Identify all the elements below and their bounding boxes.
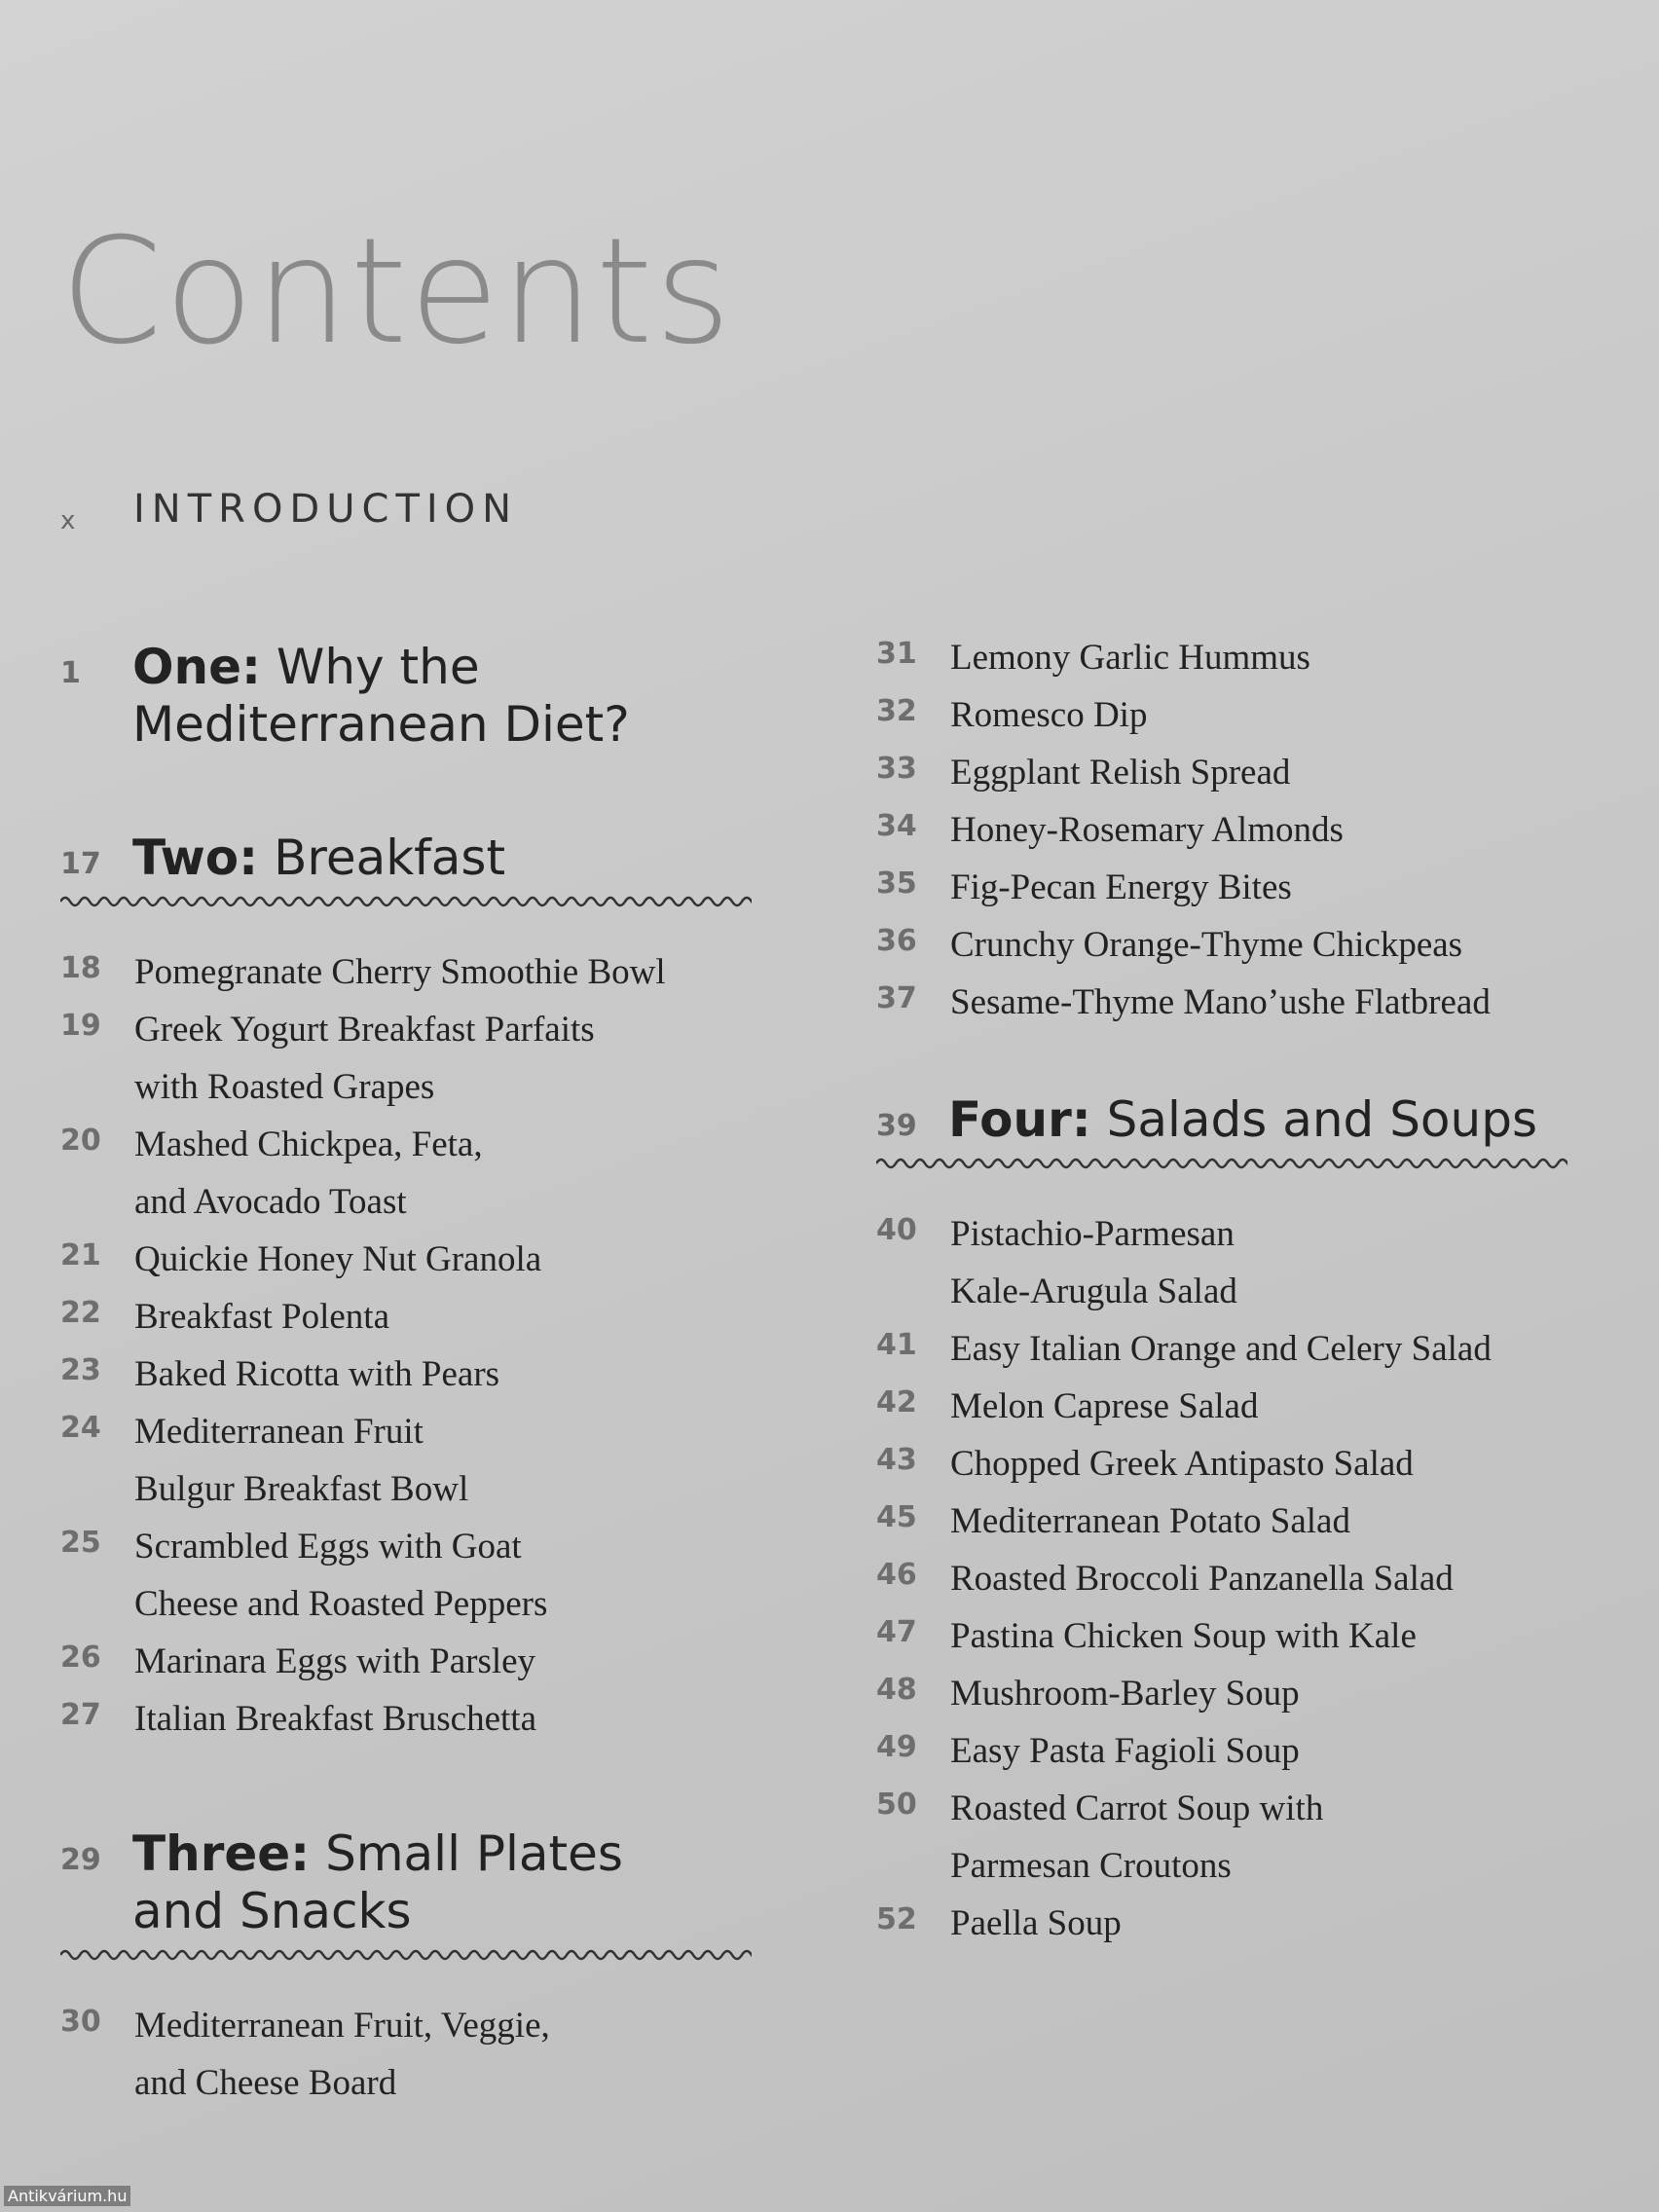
- entry-title: [134, 1403, 468, 1518]
- list-item[interactable]: [876, 801, 1616, 859]
- entry-page-number: 50: [876, 1788, 917, 1822]
- entry-title-line1: Italian Breakfast Bruschetta: [134, 1699, 536, 1739]
- entry-page-number: 45: [876, 1500, 917, 1534]
- entry-page-number: 30: [60, 2005, 101, 2039]
- list-item[interactable]: [876, 686, 1616, 744]
- entry-title-line1: Mediterranean Fruit: [134, 1412, 424, 1452]
- entry-title: [134, 1288, 389, 1346]
- entry-page-number: 35: [876, 866, 917, 901]
- chapter-title: [132, 639, 630, 754]
- entry-title-line1: Paella Soup: [950, 1903, 1122, 1943]
- chapter-two-entries: [60, 943, 781, 1748]
- entry-title-line2: Kale-Arugula Salad: [950, 1272, 1237, 1311]
- entry-title: [950, 1607, 1417, 1665]
- entry-title: [134, 1997, 550, 2112]
- entry-title: [134, 1001, 595, 1116]
- entry-title: [950, 1205, 1237, 1320]
- chapter-title-line2: and Snacks: [132, 1883, 412, 1939]
- entry-title-line1: Easy Italian Orange and Celery Salad: [950, 1329, 1492, 1369]
- chapter-title: [132, 1825, 623, 1940]
- entry-title-line1: Pomegranate Cherry Smoothie Bowl: [134, 952, 666, 992]
- entry-title: [950, 1895, 1122, 1952]
- entry-title-line1: Melon Caprese Salad: [950, 1386, 1259, 1426]
- wavy-divider: [60, 891, 752, 912]
- entry-title-line1: Quickie Honey Nut Granola: [134, 1239, 542, 1279]
- list-item[interactable]: [876, 1722, 1616, 1780]
- entry-title-line1: Pistachio-Parmesan: [950, 1214, 1235, 1254]
- entry-title-line1: Pastina Chicken Soup with Kale: [950, 1616, 1417, 1656]
- list-item[interactable]: [876, 1607, 1616, 1665]
- chapter-title-text: Salads and Soups: [1106, 1091, 1537, 1148]
- chapter-page-number: 39: [876, 1109, 917, 1143]
- list-item[interactable]: [60, 1690, 781, 1748]
- entry-title: [950, 686, 1147, 744]
- introduction-page-number: x: [60, 506, 76, 535]
- list-item[interactable]: [876, 629, 1616, 686]
- entry-title-line1: Fig-Pecan Energy Bites: [950, 867, 1292, 907]
- entry-title: [950, 1493, 1350, 1550]
- chapter-title: [948, 1091, 1537, 1149]
- chapter-title-line1: Why the: [276, 639, 480, 695]
- wavy-divider: [60, 1944, 752, 1966]
- chapter-title-line1: Small Plates: [325, 1825, 623, 1882]
- list-item[interactable]: [876, 1378, 1616, 1435]
- chapter-prefix: One:: [132, 639, 262, 695]
- chapter-page-number: 29: [60, 1843, 101, 1877]
- chapter-four-entries: [876, 1205, 1616, 1952]
- list-item[interactable]: [60, 1288, 781, 1346]
- entry-page-number: 26: [60, 1641, 101, 1675]
- entry-page-number: 46: [876, 1558, 917, 1592]
- entry-title: [950, 1378, 1258, 1435]
- chapter-three-entries-right: [876, 629, 1616, 1031]
- list-item[interactable]: [876, 859, 1616, 916]
- entry-title-line1: Mediterranean Potato Salad: [950, 1501, 1350, 1541]
- entry-page-number: 47: [876, 1615, 917, 1649]
- entry-title-line1: Sesame-Thyme Mano’ushe Flatbread: [950, 982, 1491, 1022]
- entry-title-line1: Eggplant Relish Spread: [950, 753, 1291, 793]
- list-item[interactable]: [876, 1550, 1616, 1607]
- entry-page-number: 23: [60, 1353, 101, 1387]
- entry-title: [134, 1346, 499, 1403]
- entry-page-number: 40: [876, 1213, 917, 1247]
- entry-page-number: 20: [60, 1124, 101, 1158]
- entry-page-number: 42: [876, 1385, 917, 1419]
- entry-title-line1: Honey-Rosemary Almonds: [950, 810, 1344, 850]
- chapter-title-text: Breakfast: [274, 830, 506, 886]
- list-item[interactable]: [876, 974, 1616, 1031]
- entry-page-number: 22: [60, 1296, 101, 1330]
- entry-title-line1: Baked Ricotta with Pears: [134, 1354, 500, 1394]
- list-item[interactable]: [60, 1116, 781, 1231]
- watermark: Antikvárium.hu: [4, 2186, 130, 2206]
- entry-title: [134, 1633, 535, 1690]
- entry-title-line2: and Cheese Board: [134, 2063, 397, 2103]
- list-item[interactable]: [60, 1518, 781, 1633]
- entry-page-number: 31: [876, 637, 917, 671]
- entry-page-number: 52: [876, 1902, 917, 1936]
- chapter-prefix: Four:: [948, 1091, 1091, 1148]
- list-item[interactable]: [60, 1997, 781, 2112]
- entry-title: [134, 1518, 547, 1633]
- entry-title: [950, 1550, 1454, 1607]
- entry-title-line2: and Avocado Toast: [134, 1182, 407, 1222]
- entry-title-line1: Chopped Greek Antipasto Salad: [950, 1444, 1414, 1484]
- list-item[interactable]: [60, 1633, 781, 1690]
- entry-page-number: 27: [60, 1698, 101, 1732]
- list-item[interactable]: [876, 1435, 1616, 1493]
- entry-title-line1: Mashed Chickpea, Feta,: [134, 1124, 483, 1164]
- entry-title: [950, 859, 1292, 916]
- entry-title-line1: Mediterranean Fruit, Veggie,: [134, 2006, 550, 2046]
- entry-title: [950, 629, 1310, 686]
- entry-page-number: 33: [876, 752, 917, 786]
- list-item[interactable]: [876, 1780, 1616, 1895]
- entry-title: [950, 801, 1344, 859]
- entry-page-number: 37: [876, 981, 917, 1015]
- list-item[interactable]: [876, 1320, 1616, 1378]
- entry-title-line1: Roasted Broccoli Panzanella Salad: [950, 1559, 1454, 1599]
- entry-title: [134, 1231, 541, 1288]
- entry-page-number: 43: [876, 1443, 917, 1477]
- list-item[interactable]: [60, 943, 781, 1001]
- entry-title-line2: Bulgur Breakfast Bowl: [134, 1469, 469, 1509]
- entry-title: [950, 1320, 1492, 1378]
- entry-title-line2: Cheese and Roasted Peppers: [134, 1584, 548, 1624]
- list-item[interactable]: [60, 1231, 781, 1288]
- entry-title-line1: Marinara Eggs with Parsley: [134, 1641, 536, 1681]
- list-item[interactable]: [60, 1403, 781, 1518]
- entry-page-number: 32: [876, 694, 917, 728]
- list-item[interactable]: [876, 1205, 1616, 1320]
- entry-title-line2: Parmesan Croutons: [950, 1846, 1232, 1886]
- chapter-four-heading[interactable]: [876, 1091, 1616, 1149]
- list-item[interactable]: [60, 1346, 781, 1403]
- entry-page-number: 48: [876, 1673, 917, 1707]
- entry-page-number: 49: [876, 1730, 917, 1764]
- list-item[interactable]: [60, 1001, 781, 1116]
- chapter-one-heading[interactable]: [60, 639, 781, 754]
- entry-title: [950, 1722, 1300, 1780]
- entry-page-number: 34: [876, 809, 917, 843]
- entry-title-line1: Easy Pasta Fagioli Soup: [950, 1731, 1300, 1771]
- entry-title: [950, 1780, 1323, 1895]
- entry-title: [950, 916, 1462, 974]
- list-item[interactable]: [876, 1895, 1616, 1952]
- chapter-title-line2: Mediterranean Diet?: [132, 696, 630, 753]
- entry-page-number: 19: [60, 1009, 101, 1043]
- chapter-two-heading[interactable]: [60, 830, 781, 887]
- entry-page-number: 18: [60, 951, 101, 985]
- entry-title-line1: Crunchy Orange-Thyme Chickpeas: [950, 925, 1463, 965]
- introduction-label: INTRODUCTION: [133, 487, 519, 532]
- entry-title-line1: Lemony Garlic Hummus: [950, 638, 1310, 678]
- entry-title-line2: with Roasted Grapes: [134, 1067, 435, 1107]
- entry-title: [950, 974, 1491, 1031]
- entry-page-number: 41: [876, 1328, 917, 1362]
- entry-title-line1: Greek Yogurt Breakfast Parfaits: [134, 1010, 595, 1050]
- chapter-title: [132, 830, 505, 887]
- chapter-prefix: Three:: [132, 1825, 311, 1882]
- chapter-page-number: 17: [60, 847, 101, 881]
- wavy-divider: [876, 1153, 1567, 1174]
- page-title: Contents: [60, 207, 733, 377]
- list-item[interactable]: [876, 1493, 1616, 1550]
- entry-title-line1: Scrambled Eggs with Goat: [134, 1527, 522, 1567]
- entry-title: [134, 943, 666, 1001]
- entry-title: [950, 1665, 1300, 1722]
- entry-page-number: 36: [876, 924, 917, 958]
- entry-page-number: 25: [60, 1526, 101, 1560]
- chapter-three-heading[interactable]: [60, 1825, 781, 1940]
- chapter-prefix: Two:: [132, 830, 259, 886]
- entry-title-line1: Mushroom-Barley Soup: [950, 1674, 1300, 1714]
- list-item[interactable]: [876, 1665, 1616, 1722]
- list-item[interactable]: [876, 916, 1616, 974]
- entry-title-line1: Romesco Dip: [950, 695, 1148, 735]
- entry-title: [134, 1116, 483, 1231]
- entry-title-line1: Breakfast Polenta: [134, 1297, 389, 1337]
- entry-page-number: 21: [60, 1238, 101, 1272]
- entry-title: [950, 744, 1290, 801]
- entry-title-line1: Roasted Carrot Soup with: [950, 1788, 1324, 1828]
- contents-left-column: [60, 639, 781, 2112]
- chapter-page-number: 1: [60, 656, 81, 690]
- entry-page-number: 24: [60, 1411, 101, 1445]
- entry-title: [950, 1435, 1414, 1493]
- entry-title: [134, 1690, 536, 1748]
- list-item[interactable]: [876, 744, 1616, 801]
- chapter-three-entries-left: [60, 1997, 781, 2112]
- contents-right-column: [876, 629, 1616, 1952]
